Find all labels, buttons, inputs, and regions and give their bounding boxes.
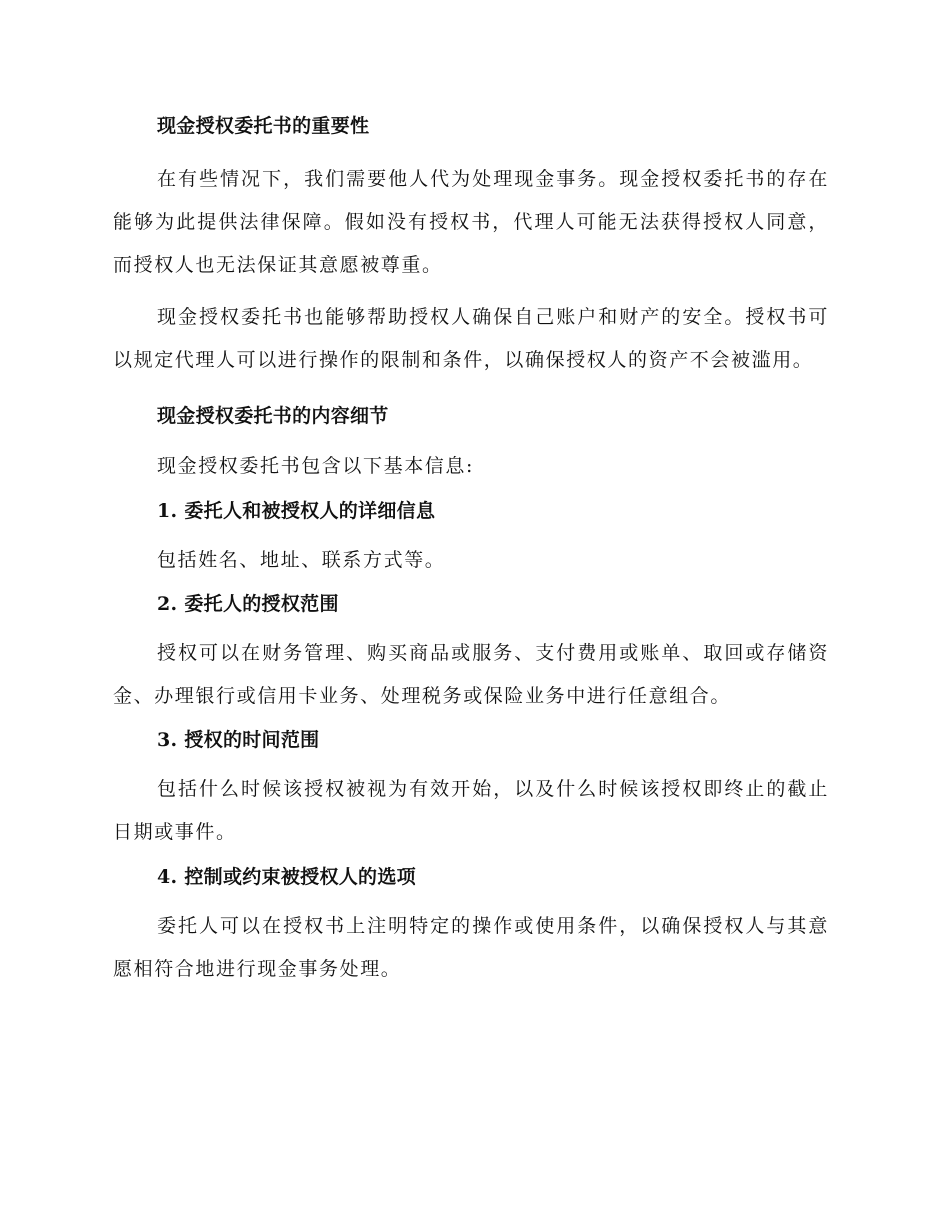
item-text-2: 授权可以在财务管理、购买商品或服务、支付费用或账单、取回或存储资金、办理银行或信用卡业务、处理税务或保险业务中进行任意组合。 xyxy=(113,642,829,707)
item-text-4: 委托人可以在授权书上注明特定的操作或使用条件，以确保授权人与其意愿相符合地进行现金事务处理。 xyxy=(113,915,829,980)
item-text-1: 包括姓名、地址、联系方式等。 xyxy=(157,549,446,571)
item-text-3: 包括什么时候该授权被视为有效开始，以及什么时候该授权即终止的截止日期或事件。 xyxy=(113,778,829,843)
paragraph-importance-1: 在有些情况下，我们需要他人代为处理现金事务。现金授权委托书的存在能够为此提供法律保障。假如没有授权书，代理人可能无法获得授权人同意，而授权人也无法保证其意愿被尊重。 xyxy=(113,168,829,276)
item-heading-4: 4. 控制或约束被授权人的选项 xyxy=(157,866,416,888)
document-body xyxy=(113,112,829,991)
item-heading-2: 2. 委托人的授权范围 xyxy=(157,593,339,615)
paragraph-importance-2: 现金授权委托书也能够帮助授权人确保自己账户和财产的安全。授权书可以规定代理人可以进行操作的限制和条件，以确保授权人的资产不会被滥用。 xyxy=(113,306,829,371)
section-heading-importance: 现金授权委托书的重要性 xyxy=(157,115,370,137)
section-heading-details: 现金授权委托书的内容细节 xyxy=(157,405,389,427)
item-heading-1: 1. 委托人和被授权人的详细信息 xyxy=(157,500,436,522)
paragraph-details-intro: 现金授权委托书包含以下基本信息: xyxy=(157,455,475,477)
item-heading-3: 3. 授权的时间范围 xyxy=(157,729,320,751)
